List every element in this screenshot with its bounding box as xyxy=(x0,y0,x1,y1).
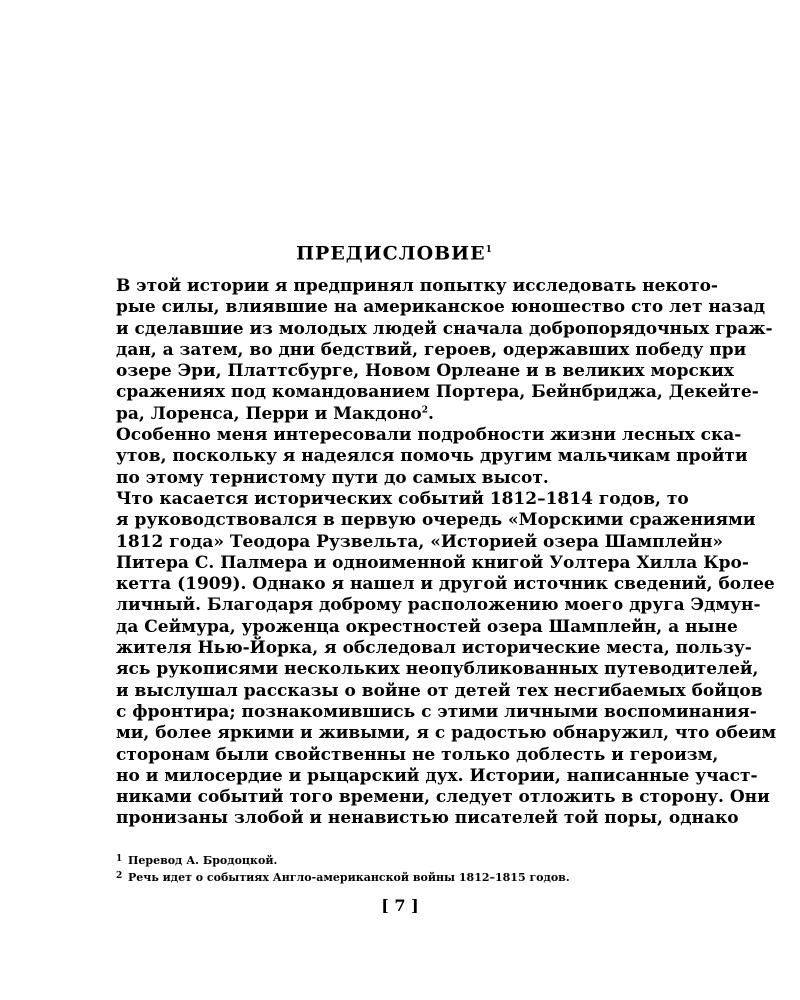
text-line xyxy=(116,404,672,425)
footnote-mark: 1 xyxy=(116,854,123,864)
footnote-2 xyxy=(116,869,672,886)
paragraph-2 xyxy=(116,425,748,489)
footnote-ref: 2 xyxy=(421,405,428,416)
text-line: никами событий того времени, следует отложить в сторону. Они xyxy=(116,787,770,808)
text-line: пронизаны злобой и ненавистью писателей той поры, однако xyxy=(116,808,739,829)
footnote-1 xyxy=(116,852,672,869)
text-line: озере Эри, Платтсбурге, Новом Орлеане и в великих морских xyxy=(116,361,734,382)
text-fragment: ра, Лоренса, Перри и Макдоно xyxy=(116,403,422,424)
text-line: Питера С. Палмера и одноименной книгой Уолтера Хилла Кро- xyxy=(116,552,749,573)
text-line: и сделавшие из молодых людей сначала добропорядочных граж- xyxy=(116,318,773,339)
page-title xyxy=(116,238,672,265)
text-line: утов, поскольку я надеялся помочь другим мальчикам пройти xyxy=(116,446,748,467)
text-line: и выслушал рассказы о войне от детей тех несгибаемых бойцов xyxy=(116,680,763,701)
paragraph-1 xyxy=(116,276,773,425)
paragraph-3 xyxy=(116,488,777,830)
text-line: по этому тернистому пути до самых высот. xyxy=(116,467,549,488)
text-line: я руководствовался в первую очередь «Морскими сражениями xyxy=(116,510,756,531)
text-line: ясь рукописями нескольких неопубликованных путеводителей, xyxy=(116,659,759,680)
page-number: [ 7 ] xyxy=(381,896,419,915)
text-fragment: . xyxy=(427,403,434,424)
text-line: ми, более яркими и живыми, я с радостью обнаружил, что обеим xyxy=(116,723,777,744)
page-body xyxy=(116,238,777,830)
footnote-mark: 2 xyxy=(116,871,123,881)
text-line: да Сеймура, уроженца окрестностей озера Шамплейн, а ныне xyxy=(116,616,738,637)
title-footnote-ref: 1 xyxy=(485,245,492,255)
text-line: Особенно меня интересовали подробности жизни лесных ска- xyxy=(116,425,742,446)
footnote-text: Речь идет о событиях Англо-американской войны 1812–1815 годов. xyxy=(128,871,570,884)
text-line: В этой истории я предпринял попытку исследовать некото- xyxy=(116,276,718,296)
text-line: с фронтира; познакомившись с этими личными воспоминания- xyxy=(116,701,757,722)
text-line: но и милосердие и рыцарский дух. Истории, написанные участ- xyxy=(116,765,758,786)
text-line: личный. Благодаря доброму расположению моего друга Эдмун- xyxy=(116,595,761,616)
text-line: сторонам были свойственны не только доблесть и героизм, xyxy=(116,744,719,765)
text-line: сражениях под командованием Портера, Бейнбриджа, Декейте- xyxy=(116,382,759,403)
text-line: рые силы, влиявшие на американское юношество сто лет назад xyxy=(116,297,766,318)
title-text: ПРЕДИСЛОВИЕ xyxy=(296,242,486,265)
footnote-text: Перевод А. Бродоцкой. xyxy=(128,854,278,867)
text-line: 1812 года» Теодора Рузвельта, «Историей озера Шамплейн» xyxy=(116,531,724,552)
text-line: жителя Нью-Йорка, я обследовал исторические места, пользу- xyxy=(116,638,752,659)
text-line: дан, а затем, во дни бедствий, героев, одержавших победу при xyxy=(116,339,747,360)
text-line: кетта (1909). Однако я нашел и другой источник сведений, более xyxy=(116,574,775,595)
text-line: Что касается исторических событий 1812–1814 годов, то xyxy=(116,488,689,509)
footnotes xyxy=(116,852,672,886)
